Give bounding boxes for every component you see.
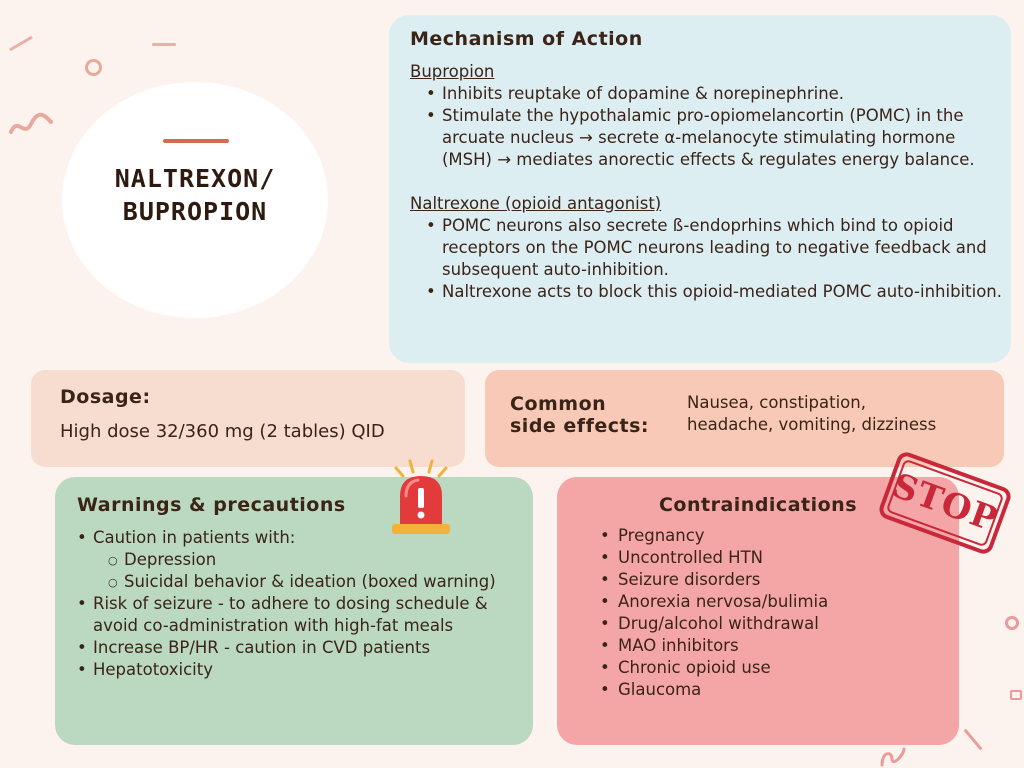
decoration-ring	[1005, 616, 1019, 630]
list-item: • Inhibits reuptake of dopamine & norepinephrine.	[426, 83, 1002, 105]
dosage-panel	[31, 370, 465, 467]
list-item: ○ Suicidal behavior & ideation (boxed warning)	[108, 571, 522, 593]
mechanism-body	[410, 61, 1002, 303]
list-item: • Naltrexone acts to block this opioid-mediated POMC auto-inhibition.	[426, 281, 1002, 303]
caution-intro: Caution in patients with:	[93, 528, 296, 547]
list-item: • Glaucoma	[600, 679, 940, 701]
bupropion-list	[410, 83, 1002, 171]
side-effects-heading	[510, 393, 649, 437]
side-effects-text-line-1: Nausea, constipation,	[687, 393, 866, 412]
decoration-dash	[9, 36, 33, 52]
decoration-squiggle	[878, 745, 908, 767]
list-item	[77, 527, 522, 593]
list-item: • Drug/alcohol withdrawal	[600, 613, 940, 635]
list-item: • Uncontrolled HTN	[600, 547, 940, 569]
decoration-square	[1010, 690, 1022, 700]
list-item: • Increase BP/HR - caution in CVD patients	[77, 637, 522, 659]
list-item: • Hepatotoxicity	[77, 659, 522, 681]
list-item: • MAO inhibitors	[600, 635, 940, 657]
contraindications-list	[600, 525, 940, 701]
dosage-heading: Dosage:	[60, 386, 151, 408]
page-title-line-1: NALTREXON/	[114, 164, 276, 193]
list-item: • POMC neurons also secrete ß-endoprhins which bind to opioid receptors on the POMC neurons leading to negative feedback and subsequent auto-inhibition.	[426, 215, 1002, 281]
side-effects-heading-line-1: Common	[510, 393, 607, 415]
page-title-line-2: BUPROPION	[122, 197, 268, 226]
alarm-light-icon	[388, 458, 454, 540]
list-item: • Chronic opioid use	[600, 657, 940, 679]
bupropion-label: Bupropion	[410, 62, 495, 81]
decoration-squiggle	[8, 112, 54, 138]
side-effects-text	[687, 392, 992, 436]
list-item: ○ Depression	[108, 549, 522, 571]
title-accent-bar	[163, 139, 229, 143]
contraindications-heading: Contraindications	[658, 494, 858, 516]
list-item: • Risk of seizure - to adhere to dosing schedule & avoid co-administration with high-fat meals	[77, 593, 522, 637]
naltrexone-list	[410, 215, 1002, 303]
list-item: • Seizure disorders	[600, 569, 940, 591]
warnings-list	[77, 527, 522, 681]
list-item: • Stimulate the hypothalamic pro-opiomelancortin (POMC) in the arcuate nucleus → secrete α-melanocyte stimulating hormone (MSH) → mediates anorectic effects & regulates energy balance.	[426, 105, 1002, 171]
list-item: • Anorexia nervosa/bulimia	[600, 591, 940, 613]
naltrexone-label: Naltrexone (opioid antagonist)	[410, 194, 662, 213]
contraindications-body	[600, 525, 940, 701]
warnings-heading: Warnings & precautions	[77, 494, 346, 516]
mechanism-heading: Mechanism of Action	[410, 28, 643, 50]
decoration-dash	[152, 43, 176, 46]
caution-sublist	[93, 549, 522, 593]
side-effects-text-line-2: headache, vomiting, dizziness	[687, 415, 937, 434]
list-item: • Pregnancy	[600, 525, 940, 547]
dosage-text: High dose 32/360 mg (2 tables) QID	[60, 421, 385, 442]
decoration-dash	[963, 729, 982, 751]
warnings-body	[77, 527, 522, 681]
stop-stamp-text: STOP	[886, 459, 1005, 548]
page-title	[62, 162, 328, 228]
decoration-ring	[85, 59, 102, 76]
side-effects-heading-line-2: side effects:	[510, 415, 649, 437]
